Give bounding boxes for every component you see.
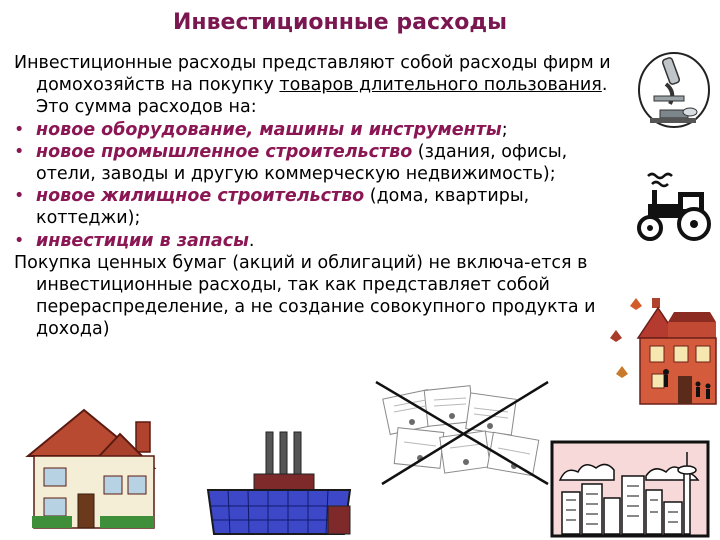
bullet-icon: • [14,141,25,162]
city-skyline-clipart [550,440,710,538]
bullet-icon: • [14,119,25,140]
intro-text-before: Инвестиционные расходы представляют собой расходы фирм и домохозяйств на покупку [14,53,611,96]
crossed-out-securities-clipart [372,378,558,488]
durable-goods-term: товаров длительного пользования [279,75,602,96]
microscope-clipart [636,48,714,130]
item-detail: . [248,230,255,251]
main-text [14,52,618,341]
item-term: новое промышленное строительство [36,141,413,162]
item-term: новое жилищное строительство [36,186,365,207]
item-detail: ; [501,119,508,140]
page-title: Инвестиционные расходы [173,10,507,35]
school-building-clipart [608,292,718,408]
list-item [14,119,618,141]
investment-list [14,119,618,252]
securities-note: Покупка ценных бумаг (акций и облигаций) не включа-ется в инвестиционные расходы, так как представляет собой перераспределение, а не создание совокупного продукта и дохода) [14,252,596,340]
item-term: инвестиции в запасы [36,230,249,251]
list-item [14,230,618,252]
bullet-icon: • [14,186,25,207]
item-detail: (здания, офисы, отели, заводы и другую коммерческую недвижимость); [36,141,568,185]
list-item [14,141,618,185]
tractor-clipart [634,172,714,244]
intro-paragraph [14,52,618,119]
item-term: новое оборудование, машины и инструменты [36,119,502,140]
item-detail: (дома, квартиры, коттеджи); [36,186,530,229]
bullet-icon: • [14,230,25,251]
intro-text-after: . Это сумма расходов на: [36,75,608,118]
factory-clipart [208,428,356,538]
house-clipart [28,398,158,532]
list-item [14,185,618,229]
